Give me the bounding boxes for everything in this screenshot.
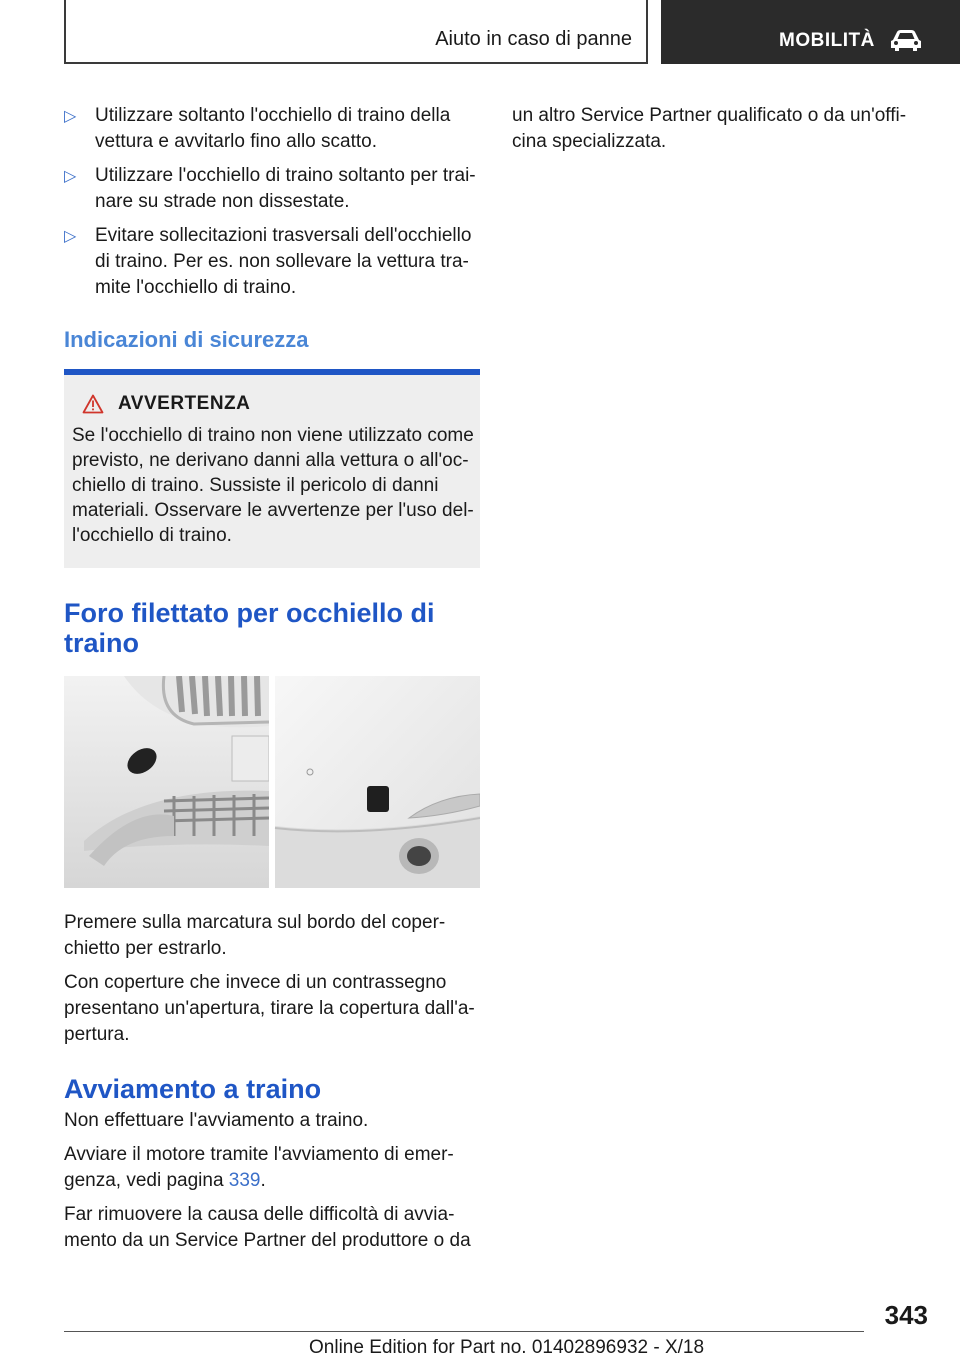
foro-heading: Foro filettato per occhiello di traino [64, 598, 435, 658]
foro-paragraph: Con coperture che invece di un contrassegno presentano un'apertura, tirare la copertura dall'apertura. [64, 972, 475, 1045]
footer-divider [64, 1331, 864, 1332]
safety-heading: Indicazioni di sicurezza [64, 327, 309, 352]
bullet-triangle-icon: ▷ [64, 168, 77, 185]
page-number: 343 [884, 1300, 928, 1330]
left-column [64, 103, 480, 1262]
list-item: ▷ Utilizzare soltanto l'occhiello di traino della vettura e avvitarlo fino allo scatto. [64, 105, 451, 152]
bullet-triangle-icon: ▷ [64, 108, 77, 125]
header-chapter-title: MOBILITÀ [779, 30, 875, 51]
right-column [512, 103, 912, 155]
warning-triangle-icon [82, 394, 104, 414]
tow-eye-cover-illustration [64, 676, 480, 888]
header-chapter-box [661, 0, 960, 64]
warning-title-row [82, 393, 474, 415]
avviamento-heading: Avviamento a traino [64, 1074, 322, 1104]
bullet-triangle-icon: ▷ [64, 228, 77, 245]
foro-paragraph: Premere sulla marcatura sul bordo del coperchietto per estrarlo. [64, 912, 446, 959]
warning-title: AVVERTENZA [118, 393, 251, 414]
warning-box [64, 369, 480, 568]
footer-edition: Online Edition for Part no. 01402896932 - X/18 [309, 1337, 705, 1358]
avviamento-paragraph: Non effettuare l'avviamento a traino. [64, 1110, 369, 1131]
list-item: ▷ Utilizzare l'occhiello di traino soltanto per trainare su strade non dissestate. [64, 165, 476, 212]
car-icon [889, 28, 923, 52]
header-section-box [64, 0, 648, 64]
page-reference-link[interactable]: 339 [228, 1170, 261, 1191]
avviamento-paragraph-with-link: Avviare il motore tramite l'avviamento di emergenza, vedi pagina 339. [64, 1144, 454, 1191]
list-item: ▷ Evitare sollecitazioni trasversali dell'occhiello di traino. Per es. non sollevare la vettura tramite l'occhiello di traino. [64, 225, 472, 298]
avviamento-paragraph: Far rimuovere la causa delle difficoltà di avviamento da un Service Partner del produttore o da [64, 1204, 471, 1251]
right-column-text: un altro Service Partner qualificato o da un'officina specializzata. [512, 105, 907, 152]
warning-text: Se l'occhiello di traino non viene utilizzato come previsto, ne derivano danni alla vettura o all'occhiello di traino. Sussiste il pericolo di danni materiali. Osservare le avvertenze per l'uso dell'occhiello di traino. [72, 425, 474, 546]
header-section-title: Aiuto in caso di panne [435, 28, 632, 50]
